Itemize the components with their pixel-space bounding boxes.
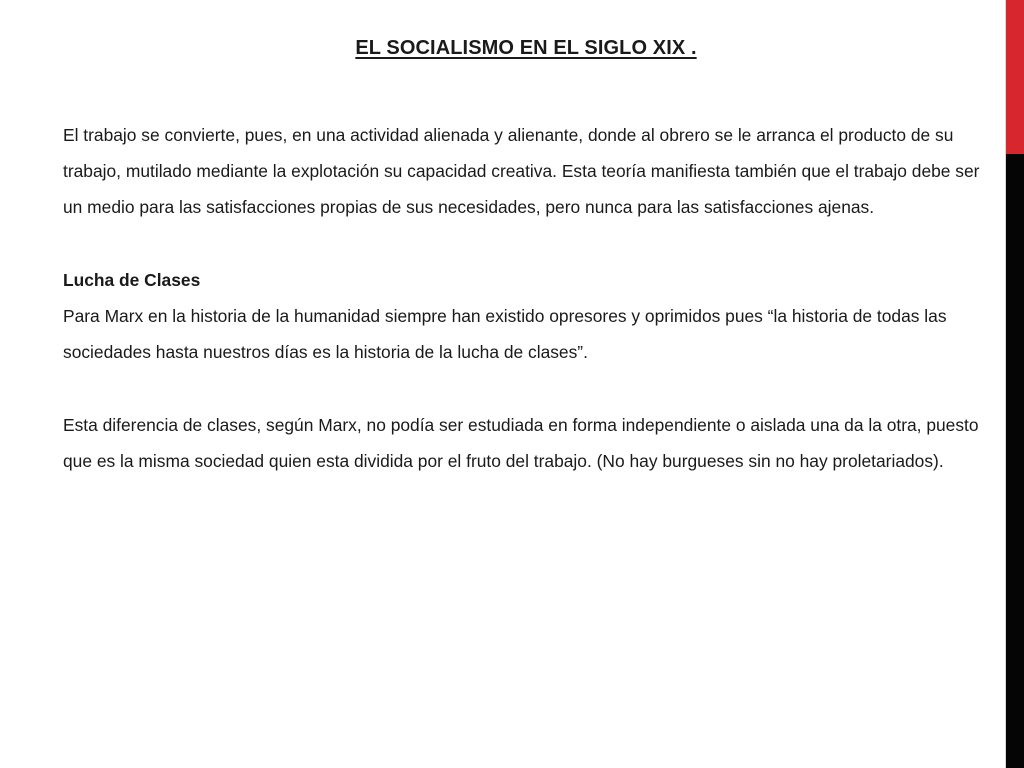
side-accent-bar	[1006, 0, 1024, 768]
slide-title: EL SOCIALISMO EN EL SIGLO XIX .	[355, 37, 697, 59]
paragraph-spacer	[63, 226, 993, 262]
paragraph-class-difference: Esta diferencia de clases, según Marx, no podía ser estudiada en forma independiente o aislada una da la otra, puesto que es la misma sociedad quien esta dividida por el fruto del trabajo. (No hay burgueses sin no hay proletariados).	[63, 414, 979, 471]
side-accent-red	[1006, 0, 1024, 154]
paragraph-marx-history: Para Marx en la historia de la humanidad siempre han existido opresores y oprimidos pues “la historia de todas las sociedades hasta nuestros días es la historia de la lucha de clases”.	[63, 306, 947, 363]
section-heading-lucha-de-clases: Lucha de Clases	[63, 269, 201, 290]
slide-body	[63, 117, 993, 479]
side-accent-black	[1006, 154, 1024, 768]
paragraph-alienation: El trabajo se convierte, pues, en una actividad alienada y alienante, donde al obrero se le arranca el producto de su trabajo, mutilado mediante la explotación su capacidad creativa. Esta teoría manifiesta también que el trabajo debe ser un medio para las satisfacciones propias de sus necesidades, pero nunca para las satisfacciones ajenas.	[63, 125, 980, 218]
paragraph-spacer	[63, 370, 993, 406]
